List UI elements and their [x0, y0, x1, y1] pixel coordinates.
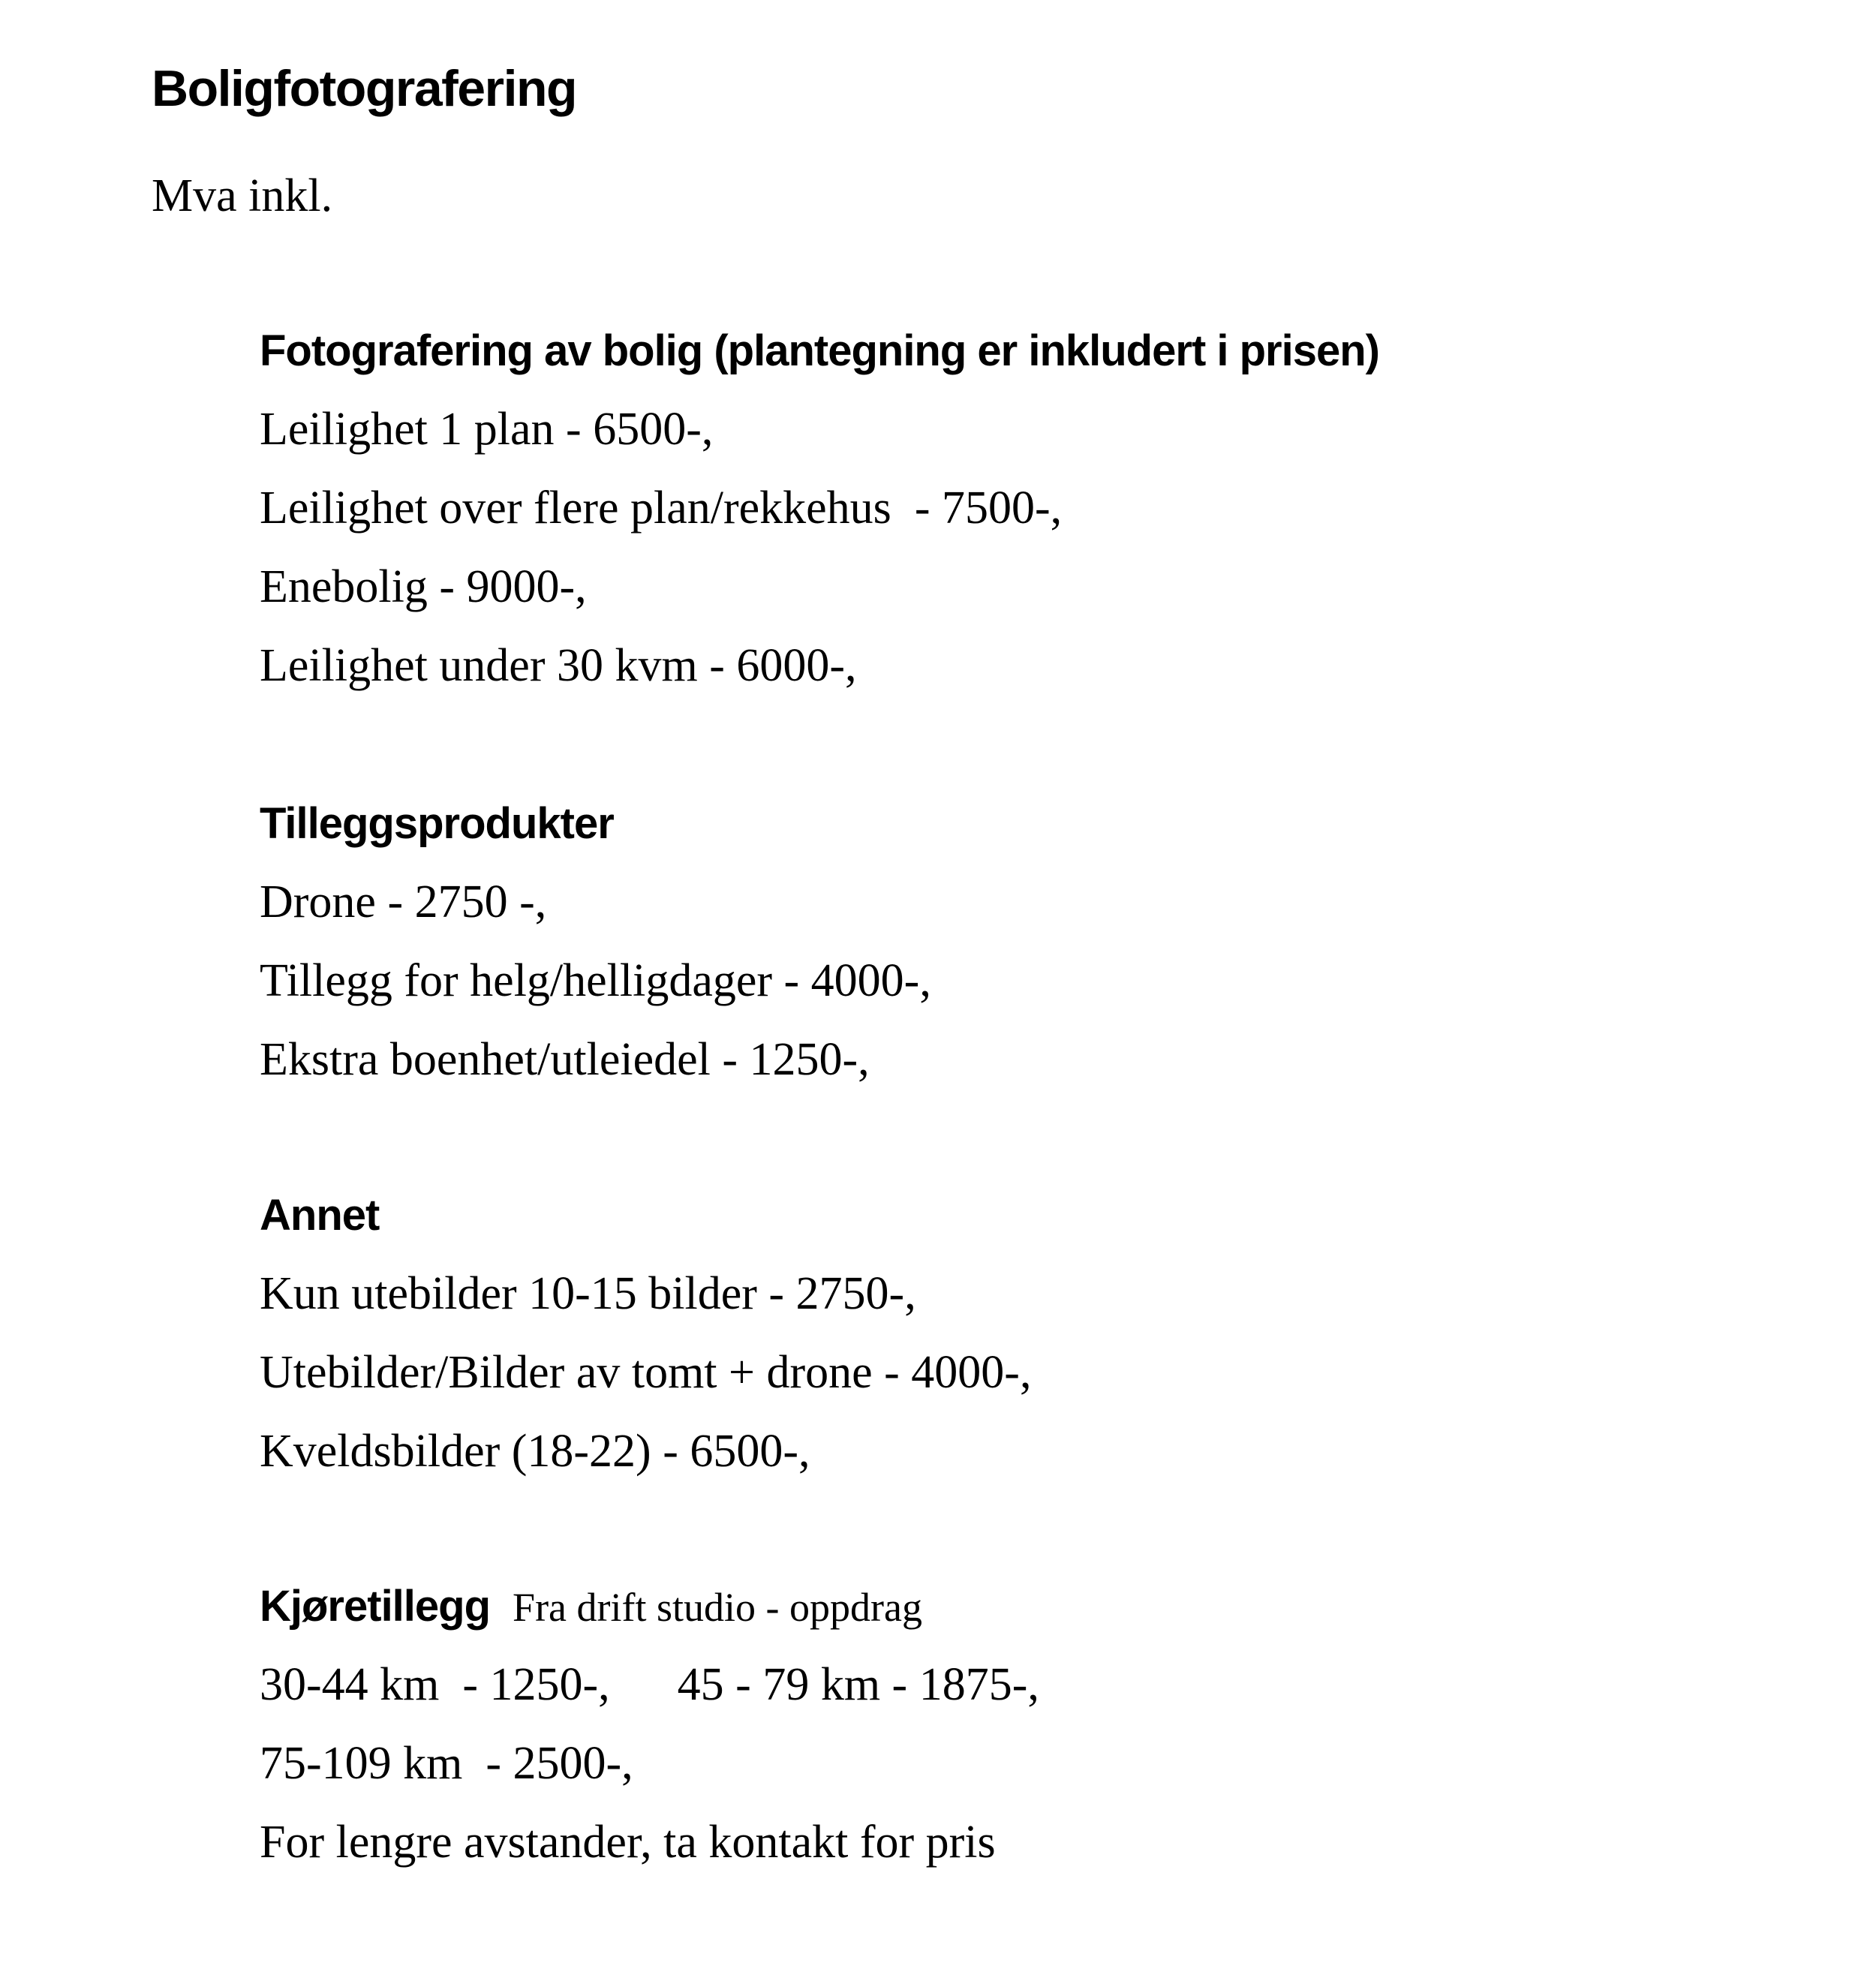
- price-item: Utebilder/Bilder av tomt + drone - 4000-,: [260, 1347, 1032, 1398]
- price-item: Kun utebilder 10-15 bilder - 2750-,: [260, 1268, 916, 1319]
- price-item: Leilighet 1 plan - 6500-,: [260, 404, 714, 455]
- price-item: For lengre avstander, ta kontakt for pris: [260, 1817, 996, 1868]
- section-travel-surcharge: [260, 1567, 1039, 1882]
- section-heading: Annet: [260, 1191, 380, 1240]
- section-other: [260, 1176, 1031, 1491]
- price-list: [260, 863, 931, 1099]
- section-heading: Tilleggsprodukter: [260, 799, 614, 848]
- price-list: [260, 1255, 1031, 1491]
- price-item: Leilighet over flere plan/rekkehus - 7500-,: [260, 482, 1063, 534]
- price-item: Drone - 2750 -,: [260, 876, 547, 927]
- price-item: 75-109 km - 2500-,: [260, 1738, 633, 1789]
- distance-price-45-79: 45 - 79 km - 1875-,: [677, 1659, 1039, 1710]
- price-item: Enebolig - 9000-,: [260, 561, 587, 612]
- vat-note: Mva inkl.: [152, 170, 333, 221]
- distance-price-30-44: 30-44 km - 1250-,: [260, 1659, 610, 1710]
- section-add-on-products: [260, 784, 931, 1099]
- section-heading: Fotografering av bolig (plantegning er inkludert i prisen): [260, 326, 1379, 375]
- price-list: [260, 1646, 1039, 1882]
- page-title: Boligfotografering: [152, 60, 577, 117]
- price-item: [260, 1646, 1039, 1724]
- section-heading-text: Kjøretillegg: [260, 1582, 491, 1631]
- price-list: [260, 390, 1379, 705]
- price-item: Leilighet under 30 kvm - 6000-,: [260, 640, 857, 691]
- section-heading: [260, 1567, 1039, 1646]
- section-housing-photography: [260, 311, 1379, 705]
- section-heading-note: Fra drift studio - oppdrag: [513, 1585, 922, 1630]
- price-item: Kveldsbilder (18-22) - 6500-,: [260, 1426, 810, 1477]
- price-item: Tillegg for helg/helligdager - 4000-,: [260, 955, 931, 1006]
- price-item: Ekstra boenhet/utleiedel - 1250-,: [260, 1034, 870, 1085]
